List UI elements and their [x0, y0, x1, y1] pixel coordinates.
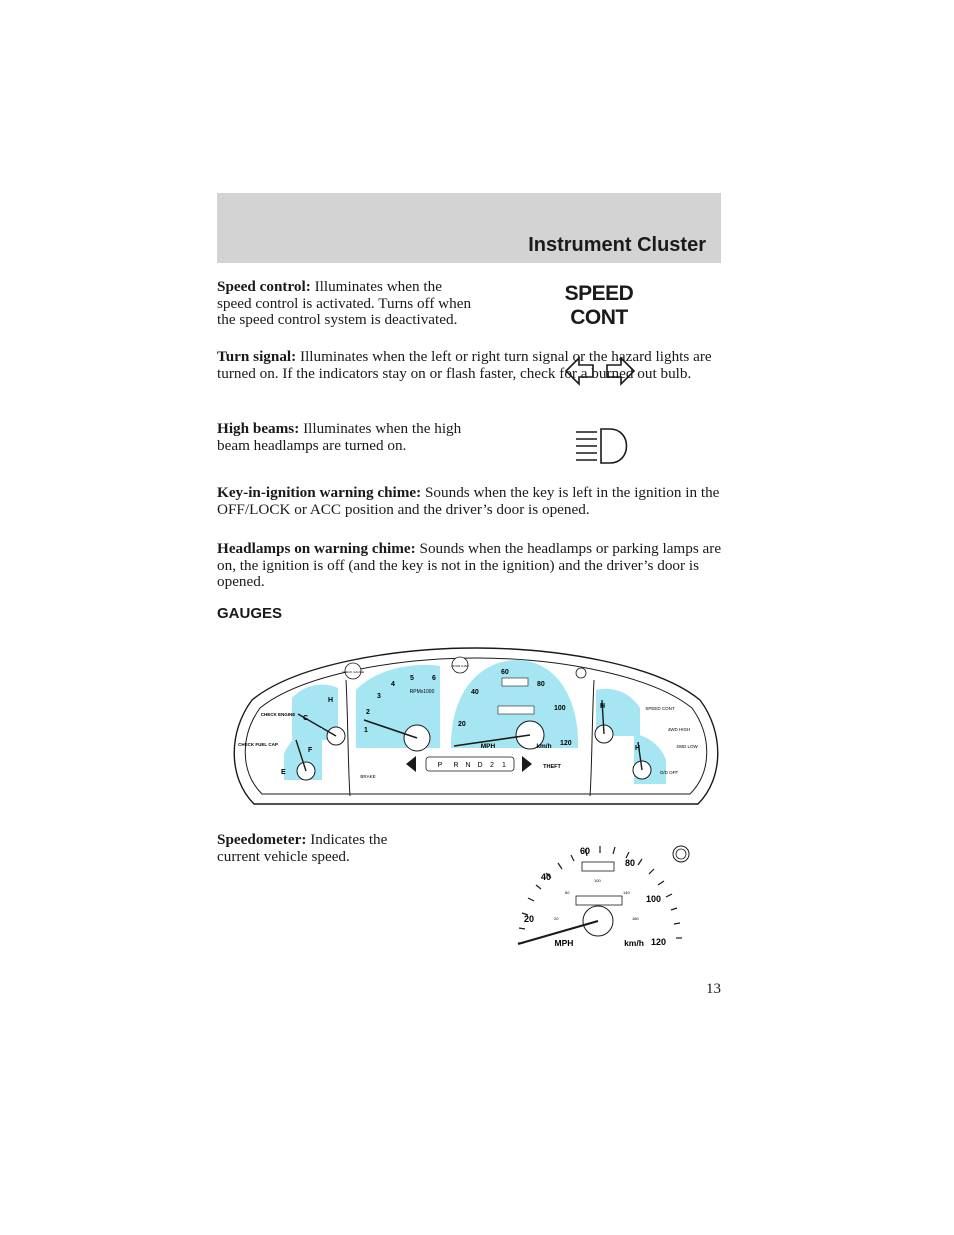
instrument-cluster-illustration [226, 628, 726, 806]
detail-mph-100: 100 [646, 894, 662, 904]
cluster-mph-label: MPH [480, 743, 496, 750]
cluster-speed-cont: SPEED CONT [645, 706, 675, 711]
headlamps-chime-text: Sounds when the headlamps or parking lamps are on, the ignition is off (and the key is not in the ignition) and the driver’s door is opened. [217, 540, 722, 591]
speed-control-paragraph [217, 279, 479, 329]
trip-reset-knob [576, 668, 586, 678]
speed-control-term: Speed control: [217, 278, 311, 295]
speedometer-paragraph [217, 832, 432, 865]
high-beams-text: Illuminates when the high beam headlamps are turned on. [217, 420, 462, 454]
speedometer-term: Speedometer: [217, 831, 307, 848]
mph-40: 40 [471, 689, 479, 696]
turn-signal-term: Turn signal: [217, 348, 297, 365]
speed-control-text: Illuminates when the speed control is activated. Turns off when the speed control system is deactivated. [217, 278, 472, 329]
detail-odometer [576, 896, 622, 905]
oil-h: H [600, 703, 606, 710]
battery-h: H [635, 745, 641, 752]
page-title: Instrument Cluster [528, 234, 706, 256]
speed-cont-line2: CONT [570, 306, 628, 329]
detail-mph-120: 120 [651, 937, 667, 947]
tach-1: 1 [364, 727, 368, 734]
speedometer-detail-illustration [510, 832, 696, 954]
tach-3: 3 [377, 693, 381, 700]
speedometer-text: Indicates the current vehicle speed. [217, 831, 388, 865]
high-beams-term: High beams: [217, 420, 300, 437]
door-ajar-label: DOOR AJAR [451, 664, 469, 668]
tach-4: 4 [391, 681, 395, 688]
mph-60: 60 [501, 669, 509, 676]
prndl-p: P [437, 762, 443, 769]
prndl-2: 2 [490, 762, 494, 769]
mph-100: 100 [554, 705, 566, 712]
fuel-f: F [308, 747, 313, 754]
detail-mph-label: MPH [554, 938, 574, 948]
detail-kmh-20: 20 [554, 916, 559, 921]
fourwd-low: 4WD LOW [676, 744, 698, 749]
prndl-1: 1 [502, 762, 506, 769]
prndl-r: R [453, 762, 459, 769]
brake-label: BRAKE [360, 774, 376, 779]
detail-kmh-180: 180 [632, 916, 639, 921]
prndl-d: D [477, 762, 483, 769]
tach-5: 5 [410, 675, 414, 682]
high-beam-icon [574, 427, 628, 465]
gauges-heading: GAUGES [217, 605, 283, 622]
detail-kmh-60: 60 [565, 890, 570, 895]
detail-kmh-140: 140 [623, 890, 630, 895]
fuel-e: E [281, 769, 286, 776]
detail-mph-20: 20 [524, 914, 535, 924]
theft-label: THEFT [543, 764, 561, 770]
page-number: 13 [706, 981, 721, 997]
turn-signal-arrows-icon [564, 355, 636, 387]
header-band [217, 193, 721, 263]
check-gauge-label: CHECK GAUGE [341, 670, 365, 674]
mph-120: 120 [560, 740, 572, 747]
detail-trip-odometer [582, 862, 614, 871]
mph-20: 20 [458, 721, 466, 728]
turn-signal-paragraph [217, 349, 722, 382]
speed-cont-indicator-icon [555, 282, 643, 330]
detail-kmh-100: 100 [594, 878, 601, 883]
speed-cont-line1: SPEED [564, 282, 634, 305]
trip-reset-knob-detail [671, 844, 691, 864]
key-chime-term: Key-in-ignition warning chime: [217, 484, 422, 501]
headlamps-chime-paragraph [217, 541, 722, 591]
prndl-n: N [465, 762, 471, 769]
trip-odometer [502, 678, 528, 686]
fourwd-high: 4WD HIGH [667, 727, 691, 732]
temp-h: H [328, 697, 334, 704]
detail-mph-60: 60 [580, 846, 591, 856]
cluster-kmh-label: km/h [536, 743, 552, 750]
tach-6: 6 [432, 675, 436, 682]
key-chime-paragraph [217, 485, 722, 518]
tach-2: 2 [366, 709, 370, 716]
high-beams-paragraph [217, 421, 479, 454]
temp-c: C [303, 715, 309, 722]
headlamps-chime-term: Headlamps on warning chime: [217, 540, 416, 557]
detail-mph-80: 80 [625, 858, 636, 868]
check-fuel-cap-label: CHECK FUEL CAP [238, 742, 278, 747]
check-engine-label: CHECK ENGINE [260, 712, 296, 717]
key-chime-text: Sounds when the key is left in the ignition in the OFF/LOCK or ACC position and the driver’s door is opened. [217, 484, 720, 518]
detail-mph-40: 40 [541, 872, 552, 882]
odometer [498, 706, 534, 714]
tach-unit: RPMx1000 [409, 689, 435, 695]
turn-signal-text: Illuminates when the left or right turn signal or the hazard lights are turned on. If the indicators stay on or flash faster, check for a burned out bulb. [217, 348, 712, 382]
od-off: O/D OFF [659, 770, 679, 775]
detail-kmh-label: km/h [624, 938, 644, 948]
mph-80: 80 [537, 681, 545, 688]
